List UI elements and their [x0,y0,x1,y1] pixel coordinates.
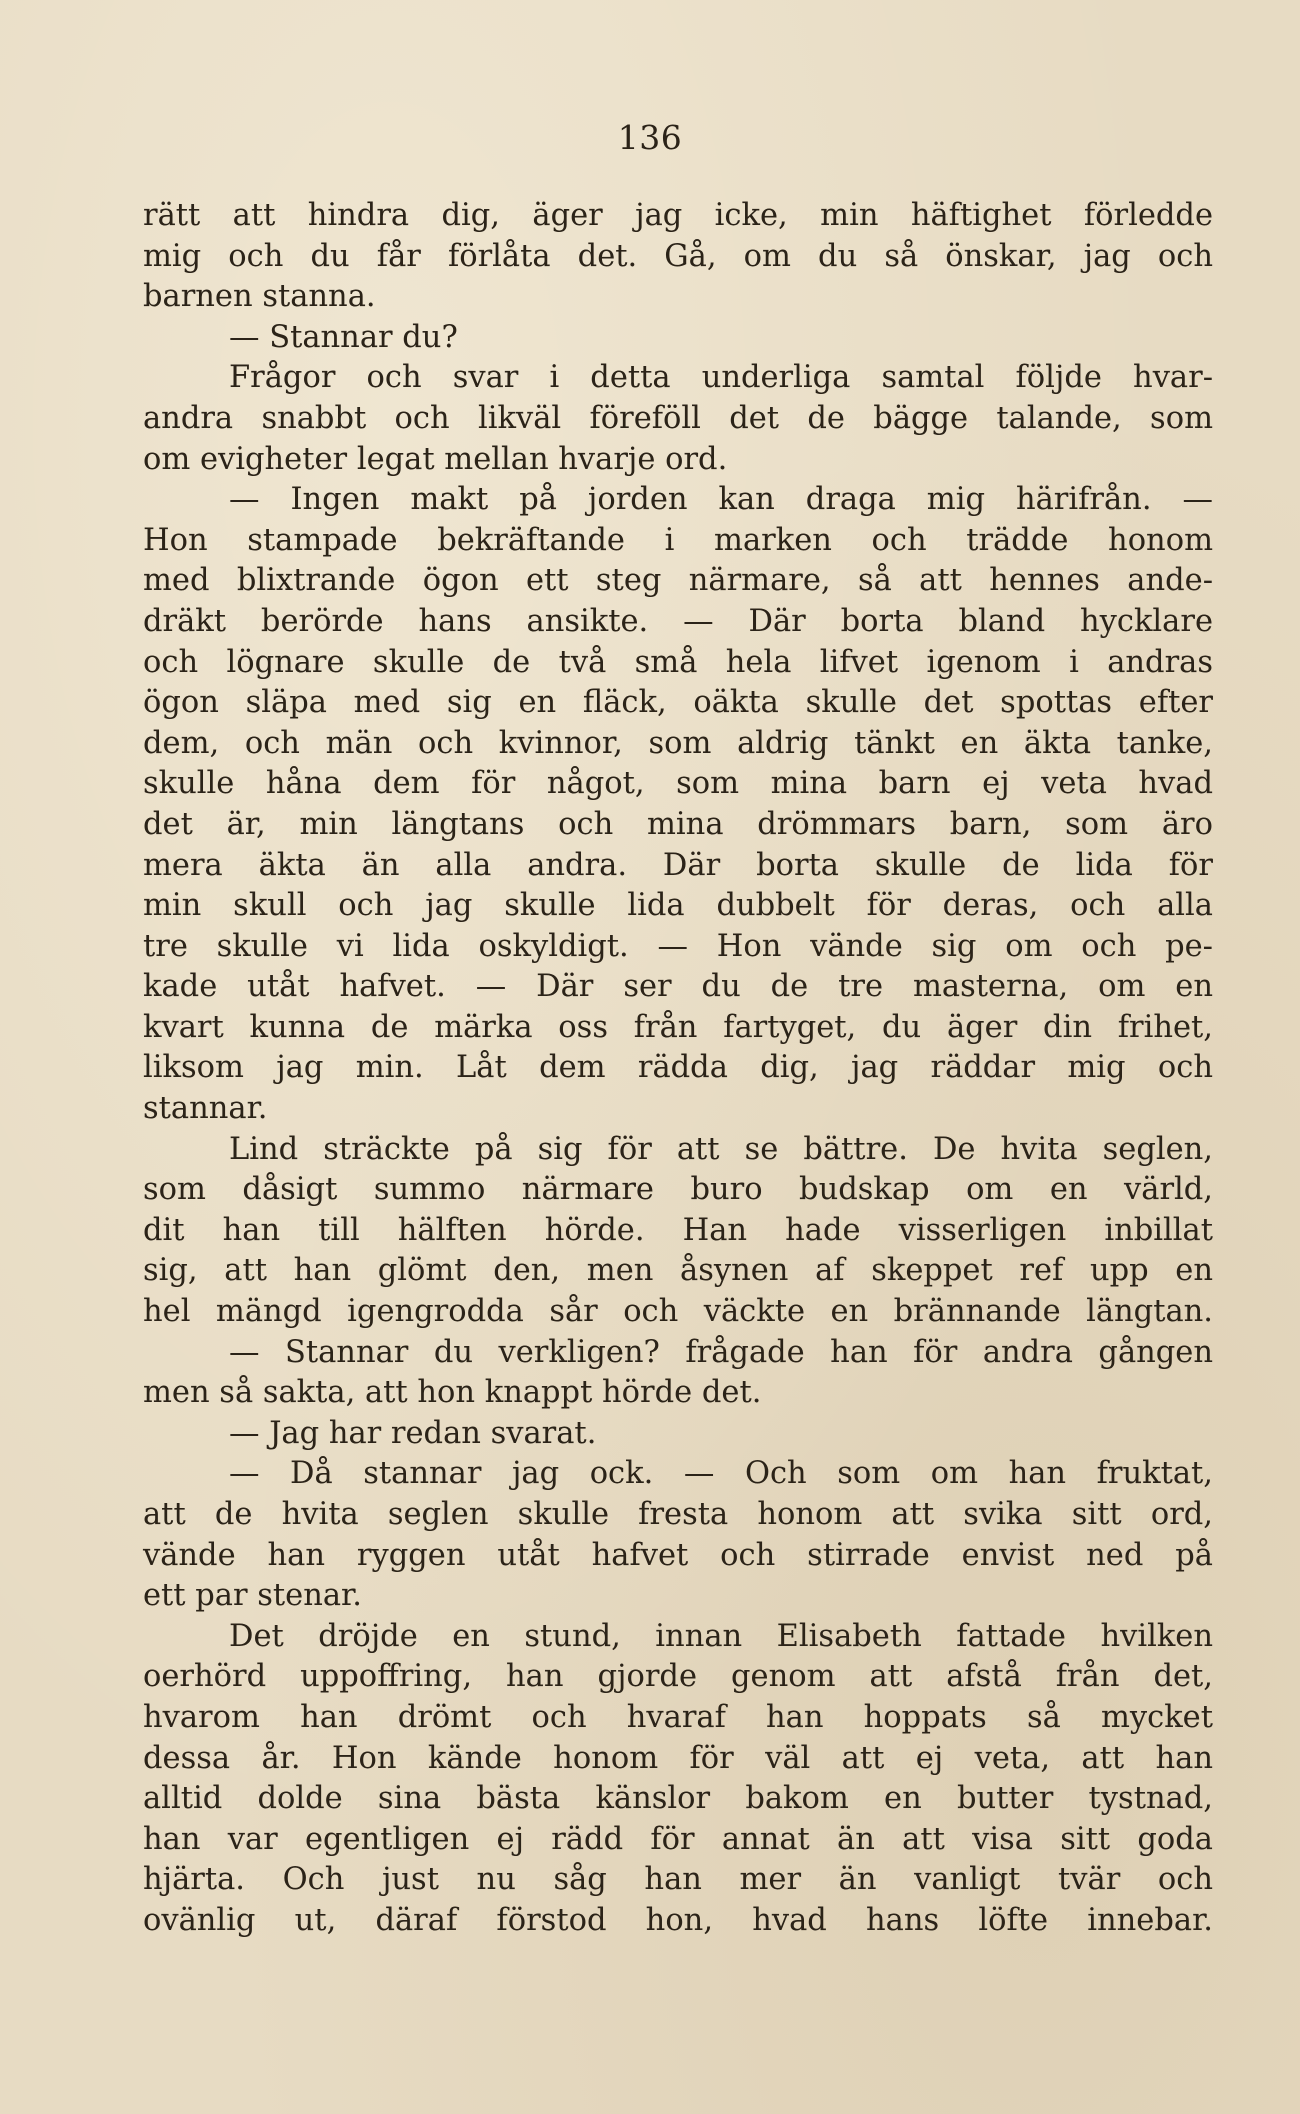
text-line: med blixtrande ögon ett steg närmare, så att hennes ande- [143,563,1213,599]
text-line: mig och du får förlåta det. Gå, om du så önskar, jag och [143,238,1213,274]
text-line: skulle håna dem för något, som mina barn ej veta hvad [143,766,1213,802]
text-line: som dåsigt summo närmare buro budskap om en värld, [143,1172,1213,1208]
text-line: — Stannar du? [229,319,458,355]
text-line: oerhörd uppoffring, han gjorde genom att afstå från det, [143,1659,1213,1695]
text-line: Hon stampade bekräftande i marken och trädde honom [143,522,1213,558]
text-line: — Stannar du verkligen? frågade han för andra gången [229,1334,1213,1370]
text-line: dräkt berörde hans ansikte. — Där borta bland hycklare [143,603,1213,639]
text-line: Frågor och svar i detta underliga samtal följde hvar- [229,360,1213,396]
text-line: det är, min längtans och mina drömmars barn, som äro [143,806,1213,842]
text-line: alltid dolde sina bästa känslor bakom en butter tystnad, [143,1781,1213,1817]
text-line: dessa år. Hon kände honom för väl att ej veta, att han [143,1740,1213,1776]
text-line: Det dröjde en stund, innan Elisabeth fattade hvilken [229,1618,1213,1654]
text-line: mera äkta än alla andra. Där borta skulle de lida för [143,847,1213,883]
text-line: att de hvita seglen skulle fresta honom att svika sitt ord, [143,1497,1213,1532]
text-line: hjärta. Och just nu såg han mer än vanligt tvär och [143,1862,1213,1898]
text-line: min skull och jag skulle lida dubbelt för deras, och alla [143,888,1213,924]
page-number: 136 [617,118,683,157]
text-line: han var egentligen ej rädd för annat än att visa sitt goda [143,1821,1213,1857]
text-line: liksom jag min. Låt dem rädda dig, jag räddar mig och [143,1050,1213,1086]
text-line: kvart kunna de märka oss från fartyget, du äger din frihet, [143,1009,1213,1045]
text-line: Lind sträckte på sig för att se bättre. De hvita seglen, [229,1131,1213,1167]
text-line: — Då stannar jag ock. — Och som om han fruktat, [229,1456,1213,1492]
text-line: sig, att han glömt den, men åsynen af skeppet ref upp en [143,1253,1213,1289]
text-line: rätt att hindra dig, äger jag icke, min häftighet förledde [143,198,1213,233]
text-line: dem, och män och kvinnor, som aldrig tänkt en äkta tanke, [143,725,1213,761]
text-line: — Jag har redan svarat. [229,1415,597,1451]
text-line: ett par stenar. [143,1578,362,1614]
text-line: andra snabbt och likväl föreföll det de bägge talande, som [143,400,1213,436]
text-line: hel mängd igengrodda sår och väckte en brännande längtan. [143,1294,1213,1330]
text-line: ögon släpa med sig en fläck, oäkta skulle det spottas efter [143,685,1213,721]
text-line: hvarom han drömt och hvaraf han hoppats så mycket [143,1699,1213,1735]
text-line: stannar. [143,1091,268,1127]
text-line: tre skulle vi lida oskyldigt. — Hon vände sig om och pe- [143,928,1213,964]
text-line: kade utåt hafvet. — Där ser du de tre masterna, om en [143,969,1213,1005]
text-line: ovänlig ut, däraf förstod hon, hvad hans löfte innebar. [143,1902,1213,1938]
body-text [143,196,1213,1942]
text-line: om evigheter legat mellan hvarje ord. [143,441,728,477]
text-line: men så sakta, att hon knappt hörde det. [143,1375,762,1411]
text-line: vände han ryggen utåt hafvet och stirrade envist ned på [143,1537,1213,1573]
text-line: dit han till hälften hörde. Han hade visserligen inbillat [143,1212,1213,1248]
text-line: — Ingen makt på jorden kan draga mig härifrån. — [229,482,1213,518]
text-line: barnen stanna. [143,279,376,315]
text-line: och lögnare skulle de två små hela lifvet igenom i andras [143,644,1213,680]
